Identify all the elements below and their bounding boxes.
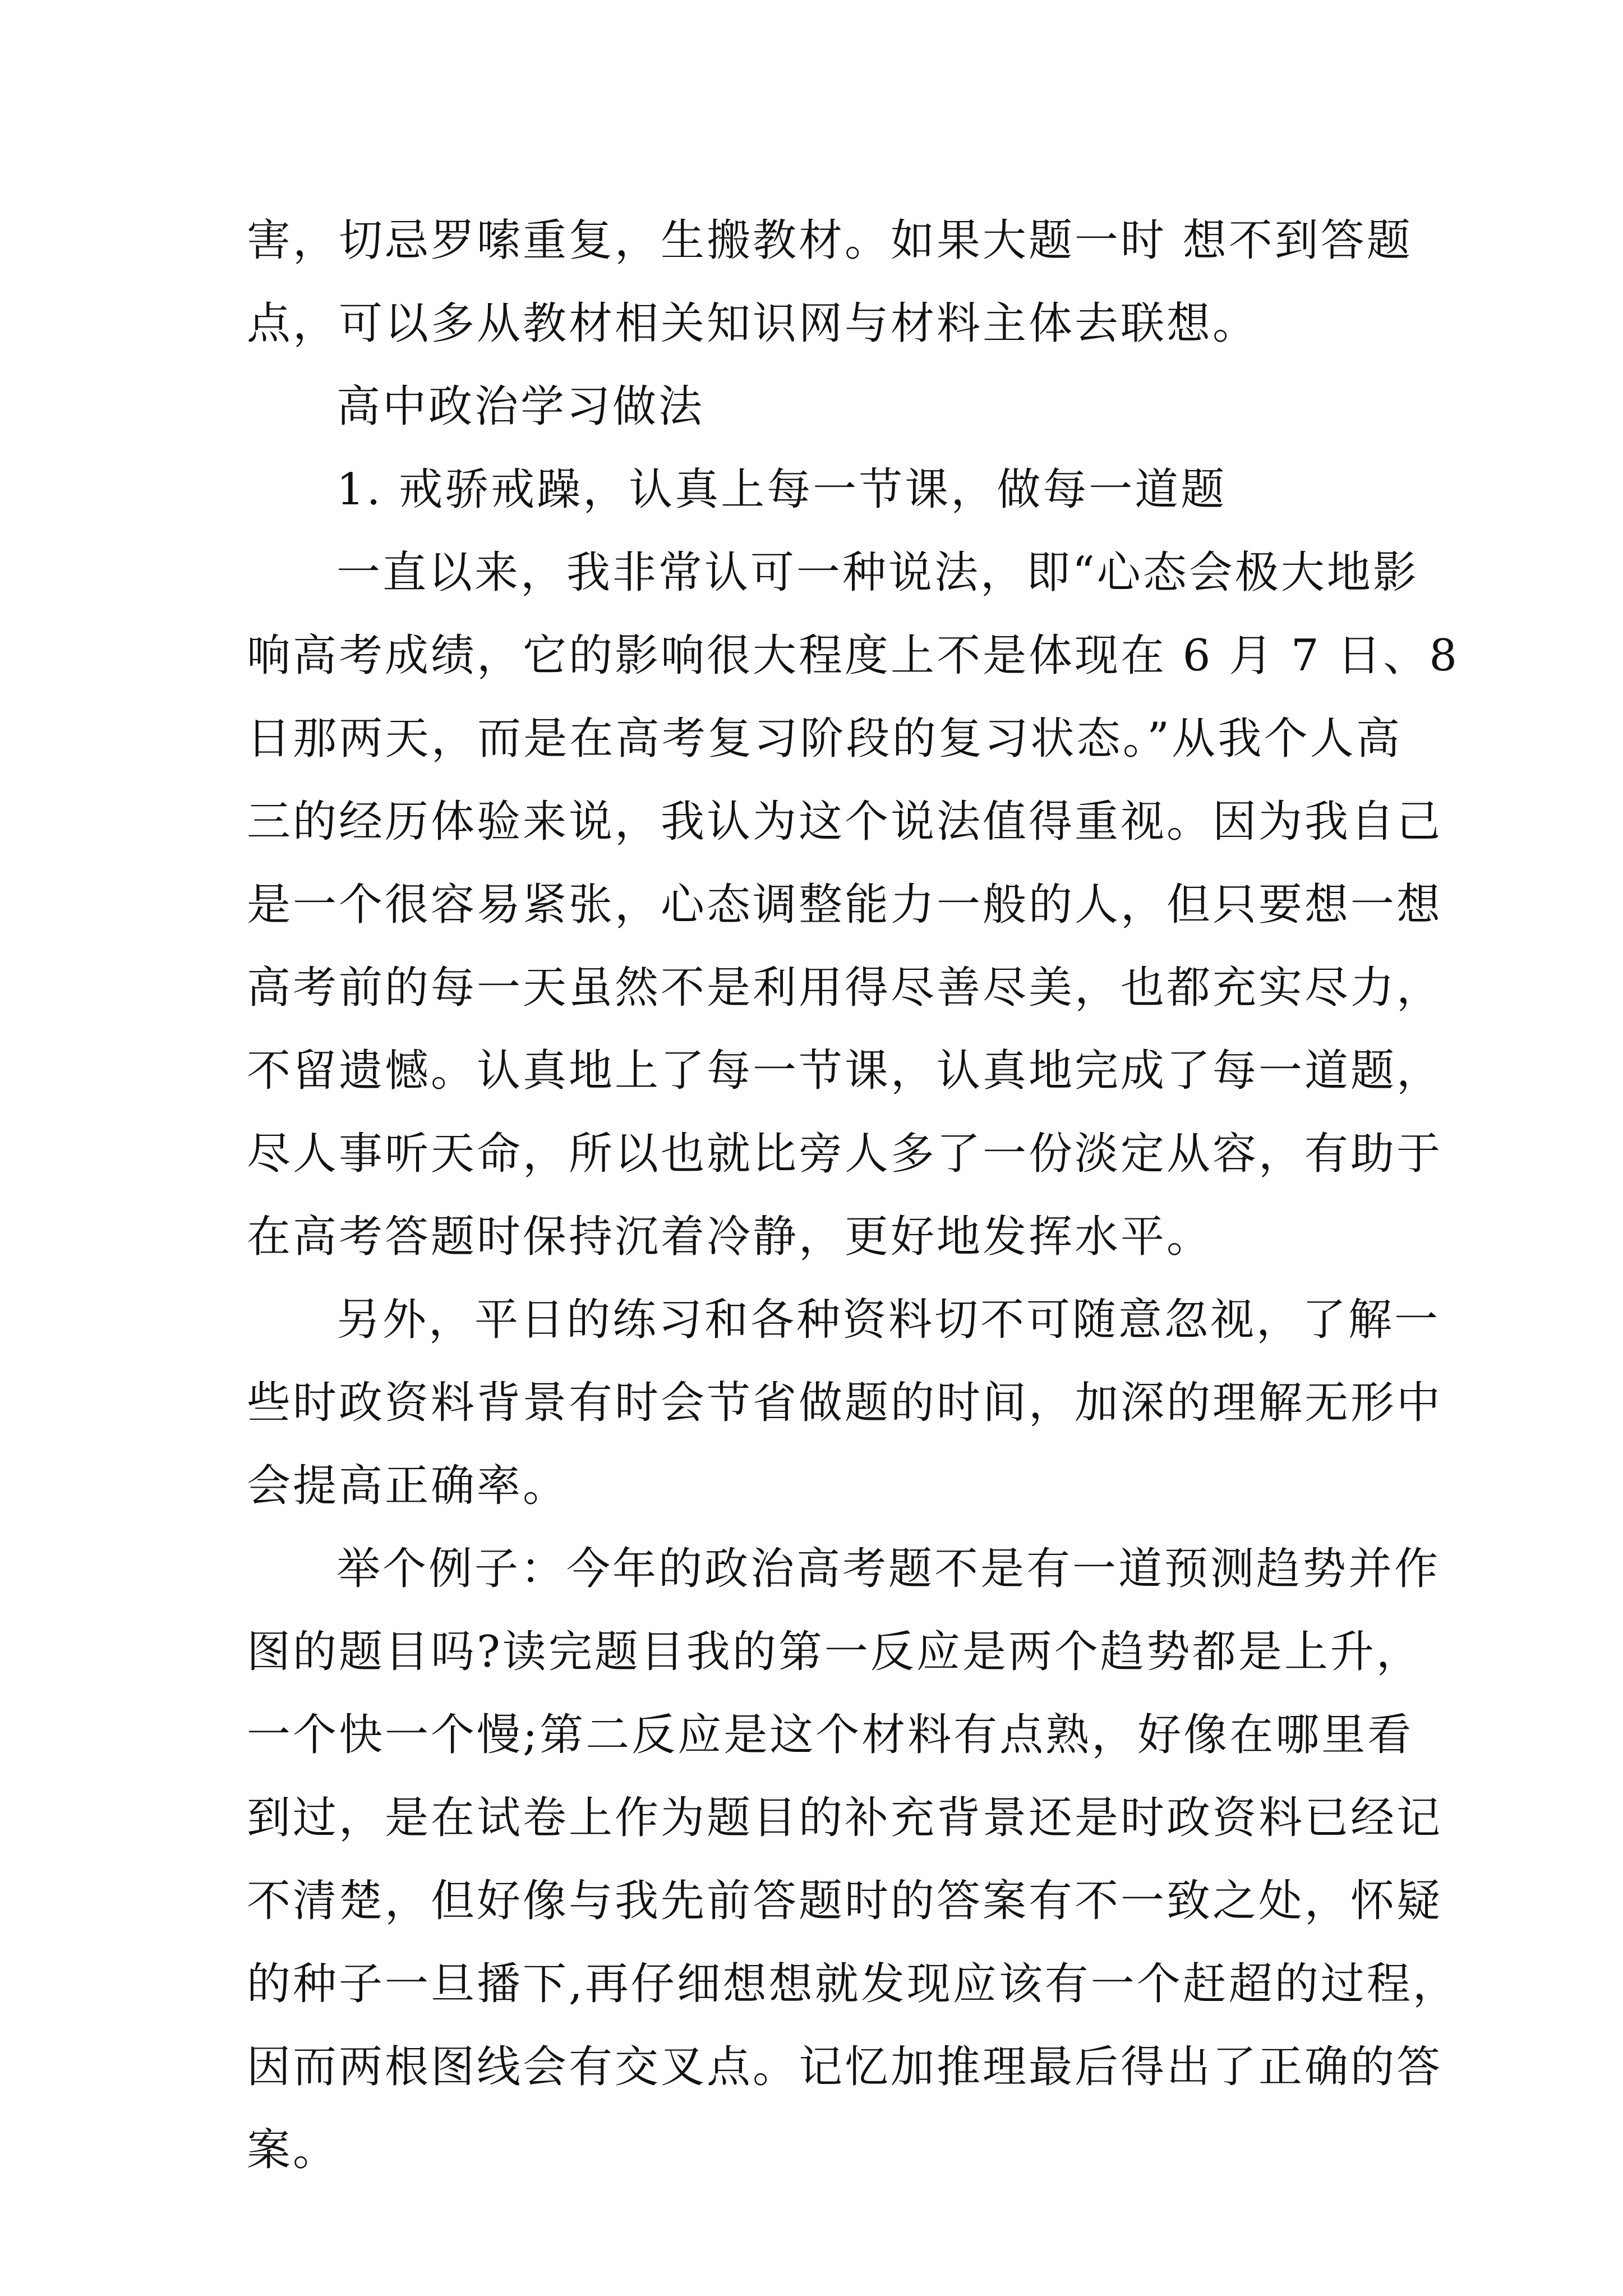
text-line: 点，可以多从教材相关知识网与材料主体去联想。 [247,298,1259,349]
paragraph [247,1278,1443,1527]
text-line: 会提高正确率。 [247,1461,569,1511]
text-line: 响高考成绩，它的影响很大程度上不是体现在 6 月 7 日、8 [247,631,1460,681]
text-line: 另外，平日的练习和各种资料切不可随意忽视，了解一 [336,1295,1441,1345]
text-line: 害，切忌罗嗦重复，生搬教材。如果大题一时 想不到答题 [247,215,1413,266]
subheading-text: 1. 戒骄戒躁，认真上每一节课，做每一道题 [336,464,1227,515]
text-line: 一直以来，我非常认可一种说法，即“心态会极大地影 [336,547,1419,598]
heading-text: 高中政治学习做法 [336,381,705,432]
section-heading [247,365,1402,448]
text-line: 案。 [247,2125,339,2175]
paragraph [247,1527,1459,2192]
subsection-heading [247,448,1402,531]
document-page [247,199,1460,2192]
paragraph [247,199,1413,365]
text-line: 不清楚，但好像与我先前答题时的答案有不一致之处，怀疑 [247,1876,1443,1926]
text-line: 一个快一个慢;第二反应是这个材料有点熟，好像在哪里看 [247,1710,1414,1760]
text-line: 三的经历体验来说，我认为这个说法值得重视。因为我自己 [247,797,1443,847]
text-line: 到过，是在试卷上作为题目的补充背景还是时政资料已经记 [247,1793,1443,1843]
text-line: 高考前的每一天虽然不是利用得尽善尽美，也都充实尽力， [247,963,1443,1013]
text-line: 图的题目吗?读完题目我的第一反应是两个趋势都是上升， [247,1627,1422,1677]
text-line: 因而两根图线会有交叉点。记忆加推理最后得出了正确的答 [247,2042,1443,2092]
paragraph [247,531,1460,1278]
text-line: 举个例子：今年的政治高考题不是有一道预测趋势并作 [336,1544,1441,1594]
text-line: 不留遗憾。认真地上了每一节课，认真地完成了每一道题， [247,1046,1443,1096]
text-line: 些时政资料背景有时会节省做题的时间，加深的理解无形中 [247,1378,1443,1428]
text-line: 日那两天，而是在高考复习阶段的复习状态。”从我个人高 [247,714,1402,764]
text-line: 在高考答题时保持沉着冷静，更好地发挥水平。 [247,1212,1213,1262]
text-line: 是一个很容易紧张，心态调整能力一般的人，但只要想一想 [247,880,1443,930]
text-line: 的种子一旦播下,再仔细想想就发现应该有一个赶超的过程， [247,1959,1459,2009]
text-line: 尽人事听天命，所以也就比旁人多了一份淡定从容，有助于 [247,1129,1443,1179]
